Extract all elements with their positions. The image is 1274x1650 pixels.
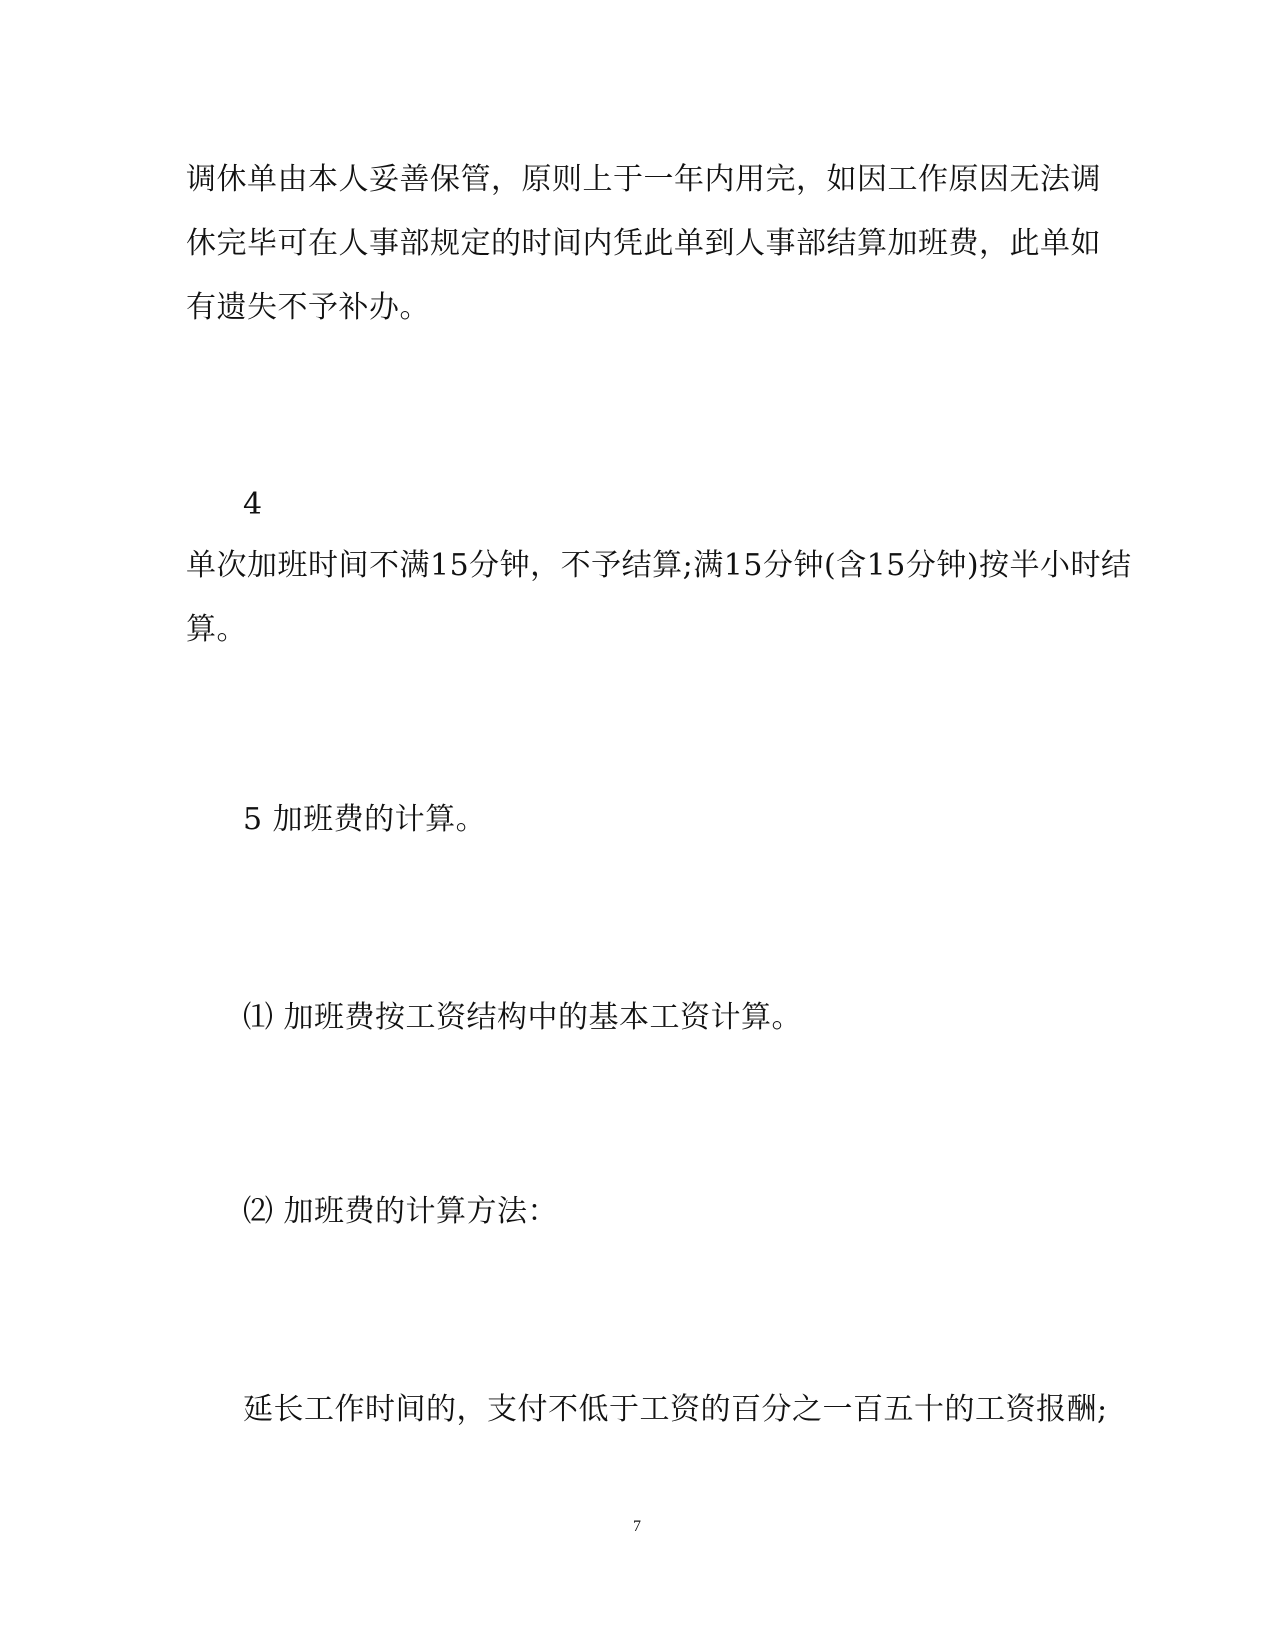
- subitem-2: ⑵ 加班费的计算方法：: [243, 1194, 559, 1229]
- paragraph-6: 延长工作时间的，支付不低于工资的百分之一百五十的工资报酬;: [243, 1392, 1108, 1427]
- page-number: 7: [633, 1518, 641, 1535]
- paragraph-1-line-3: 有遗失不予补办。: [186, 290, 430, 325]
- paragraph-2-line-2: 算。: [186, 612, 247, 647]
- paragraph-1-line-1: 调休单由本人妥善保管，原则上于一年内用完，如因工作原因无法调: [186, 162, 1101, 197]
- paragraph-1-line-2: 休完毕可在人事部规定的时间内凭此单到人事部结算加班费，此单如: [186, 226, 1101, 261]
- section-heading-5: 5 加班费的计算。: [243, 802, 487, 837]
- paragraph-2-line-1: 单次加班时间不满15分钟，不予结算;满15分钟(含15分钟)按半小时结: [186, 548, 1132, 583]
- subitem-1: ⑴ 加班费按工资结构中的基本工资计算。: [243, 1000, 803, 1035]
- item-number-4: 4: [243, 487, 263, 522]
